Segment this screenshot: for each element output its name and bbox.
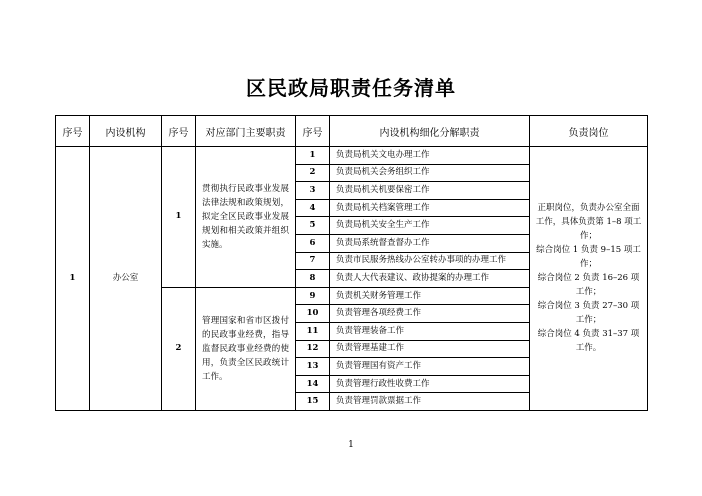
task-number: 8 (296, 270, 330, 288)
post-line: 综合岗位 2 负责 16–26 项工作； (537, 273, 640, 298)
task-text: 负责局系统督查督办工作 (330, 234, 530, 252)
task-text: 负责局机关档案管理工作 (330, 199, 530, 217)
task-number: 12 (296, 340, 330, 358)
task-text: 负责机关财务管理工作 (330, 287, 530, 305)
task-text: 负责管理行政性收费工作 (330, 375, 530, 393)
task-text: 负责管理各项经费工作 (330, 305, 530, 323)
task-number: 9 (296, 287, 330, 305)
header-post: 负责岗位 (530, 116, 648, 147)
org-name: 办公室 (90, 147, 162, 411)
task-number: 10 (296, 305, 330, 323)
post-line: 综合岗位 3 负责 27–30 项工作； (537, 301, 640, 326)
header-duty-index: 序号 (162, 116, 196, 147)
task-number: 6 (296, 234, 330, 252)
post-line: 综合岗位 4 负责 31–37 项工作。 (537, 329, 640, 354)
task-text: 负责市民服务热线办公室转办事项的办理工作 (330, 252, 530, 270)
task-text: 负责局机关会务组织工作 (330, 164, 530, 182)
post-line: 综合岗位 1 负责 9–15 项工作； (536, 245, 641, 270)
header-department: 内设机构 (90, 116, 162, 147)
page-number: 1 (348, 440, 354, 450)
task-number: 5 (296, 217, 330, 235)
page-title: 区民政局职责任务清单 (246, 76, 456, 100)
task-number: 7 (296, 252, 330, 270)
task-number: 4 (296, 199, 330, 217)
task-number: 11 (296, 322, 330, 340)
task-text: 负责管理国有资产工作 (330, 358, 530, 376)
task-number: 2 (296, 164, 330, 182)
task-number: 13 (296, 358, 330, 376)
task-text: 负责管理基建工作 (330, 340, 530, 358)
task-text: 负责局机关文电办理工作 (330, 147, 530, 165)
duty-text: 管理国家和省市区拨付的民政事业经费，指导监督民政事业经费的使用，负责全区民政统计工作。 (196, 287, 296, 410)
org-index: 1 (56, 147, 90, 411)
header-main-duties: 对应部门主要职责 (196, 116, 296, 147)
responsible-post (530, 147, 648, 411)
duty-text: 贯彻执行民政事业发展法律法规和政策规划，拟定全区民政事业发展规划和相关政策并组织实施。 (196, 147, 296, 288)
task-number: 14 (296, 375, 330, 393)
task-text: 负责管理罚款票据工作 (330, 393, 530, 411)
duty-index: 1 (162, 147, 196, 288)
header-index: 序号 (56, 116, 90, 147)
task-text: 负责局机关机要保密工作 (330, 182, 530, 200)
table-row (56, 147, 648, 165)
task-number: 1 (296, 147, 330, 165)
duty-index: 2 (162, 287, 196, 410)
post-line: 正职岗位，负责办公室全面工作，具体负责第 1–8 项工作； (535, 203, 642, 242)
header-task-index: 序号 (296, 116, 330, 147)
task-text: 负责管理装备工作 (330, 322, 530, 340)
task-number: 3 (296, 182, 330, 200)
duty-table (55, 115, 648, 411)
header-row (56, 116, 648, 147)
header-detailed-duties: 内设机构细化分解职责 (330, 116, 530, 147)
task-number: 15 (296, 393, 330, 411)
task-text: 负责人大代表建议、政协提案的办理工作 (330, 270, 530, 288)
task-text: 负责局机关安全生产工作 (330, 217, 530, 235)
